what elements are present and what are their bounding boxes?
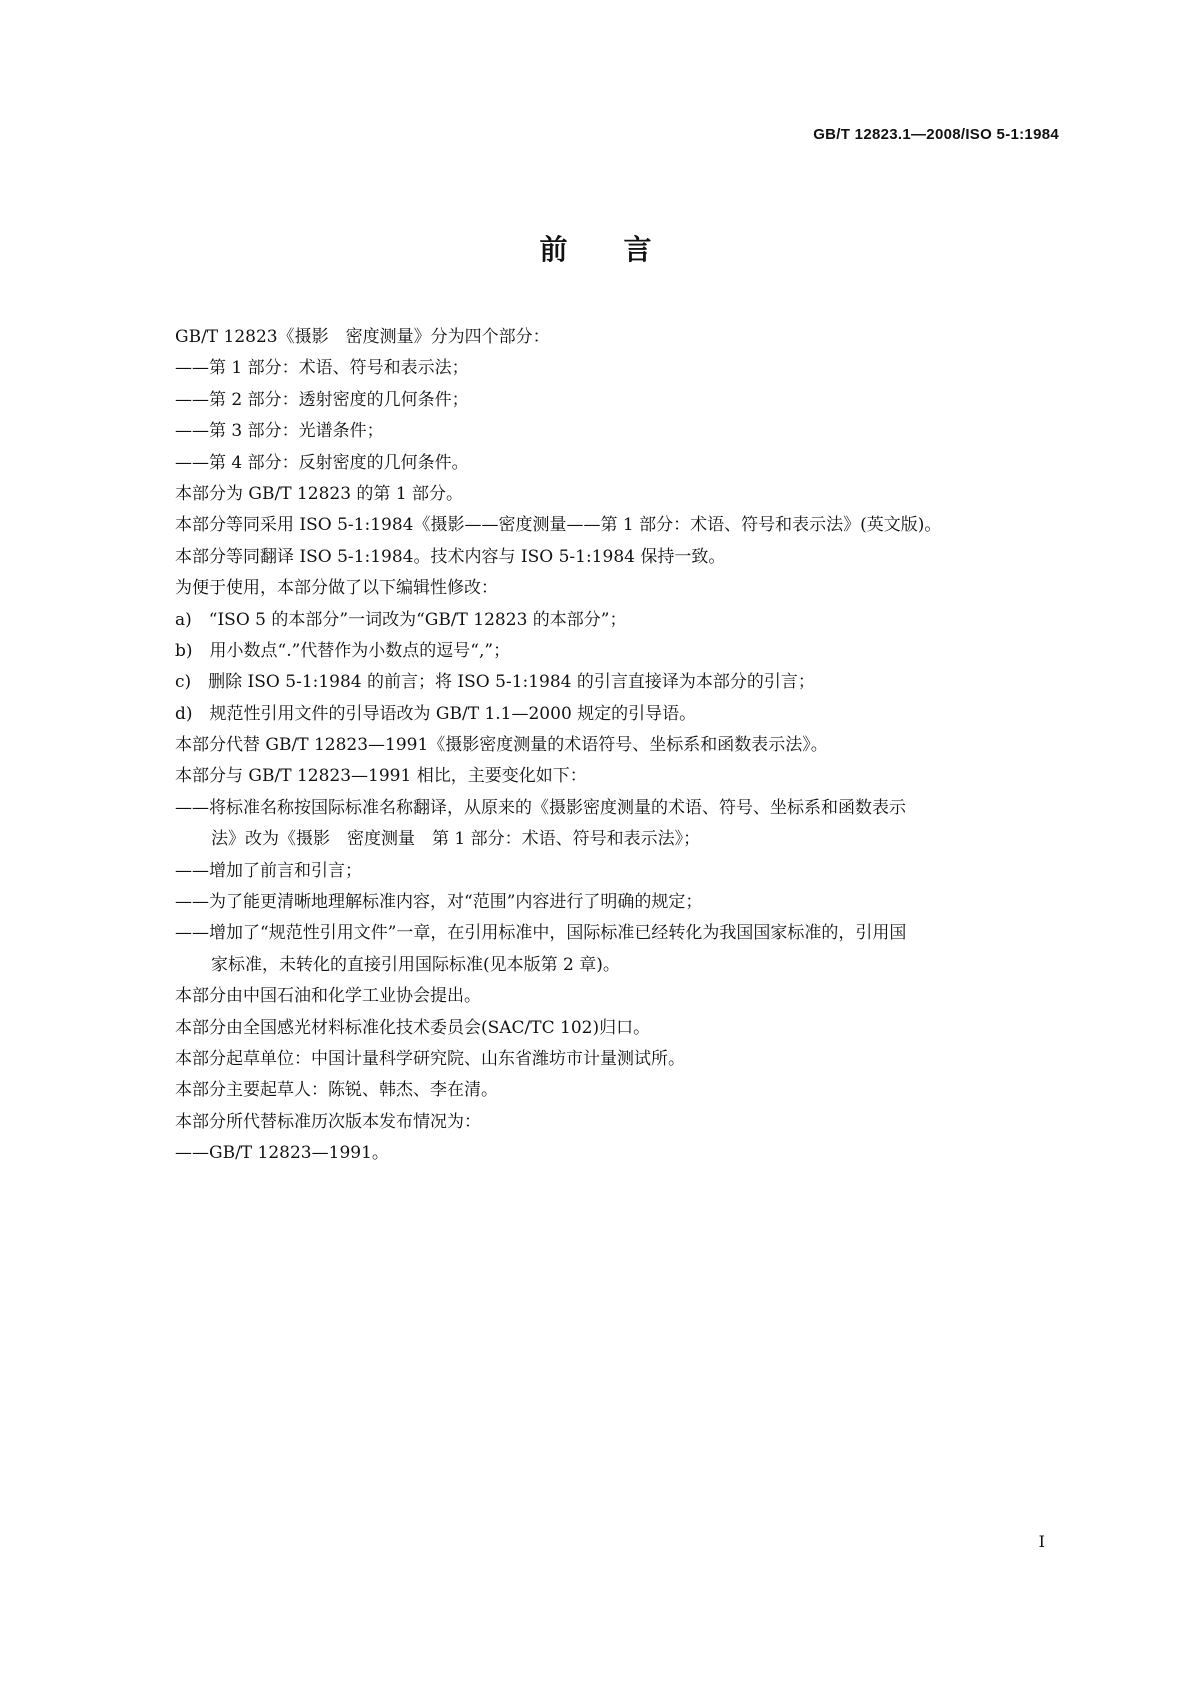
body-line: 本部分为 GB/T 12823 的第 1 部分。 — [175, 483, 464, 504]
body-line: 为便于使用，本部分做了以下编辑性修改： — [175, 578, 498, 599]
body-line: ——第 3 部分：光谱条件； — [175, 421, 384, 442]
body-line: 本部分与 GB/T 12823—1991 相比，主要变化如下： — [175, 766, 587, 787]
body-line: 本部分主要起草人：陈锐、韩杰、李在清。 — [175, 1080, 498, 1101]
body-line: b) 用小数点“.”代替作为小数点的逗号“,”； — [175, 640, 511, 661]
page-title: 前言 — [539, 233, 708, 266]
body-line: ——增加了前言和引言； — [175, 860, 362, 881]
body-line: 本部分所代替标准历次版本发布情况为： — [175, 1111, 481, 1132]
body-line: ——将标准名称按国际标准名称翻译，从原来的《摄影密度测量的术语、符号、坐标系和函数表示 — [175, 797, 906, 818]
body-line: ——增加了“规范性引用文件”一章，在引用标准中，国际标准已经转化为我国国家标准的，引用国 — [175, 923, 907, 944]
body-line: 本部分代替 GB/T 12823—1991《摄影密度测量的术语符号、坐标系和函数表示法》。 — [175, 735, 828, 756]
body-line: ——第 2 部分：透射密度的几何条件； — [175, 389, 469, 410]
body-line: 家标准，未转化的直接引用国际标准(见本版第 2 章)。 — [211, 954, 620, 975]
body-line: 法》改为《摄影 密度测量 第 1 部分：术语、符号和表示法》； — [211, 829, 701, 850]
body-line: ——第 4 部分：反射密度的几何条件。 — [175, 452, 469, 473]
body-line: 本部分由全国感光材料标准化技术委员会(SAC/TC 102)归口。 — [175, 1017, 651, 1038]
body-line: a) “ISO 5 的本部分”一词改为“GB/T 12823 的本部分”； — [175, 609, 627, 630]
body-line: ——第 1 部分：术语、符号和表示法； — [175, 358, 469, 379]
body-line: ——GB/T 12823—1991。 — [175, 1143, 389, 1164]
body-line: ——为了能更清晰地理解标准内容，对“范围”内容进行了明确的规定； — [175, 892, 703, 913]
standard-number-header: GB/T 12823.1—2008/ISO 5-1:1984 — [813, 126, 1059, 143]
foreword-body — [175, 322, 1055, 1170]
body-line: 本部分等同采用 ISO 5-1:1984《摄影——密度测量——第 1 部分：术语、符号和表示法》(英文版)。 — [175, 515, 942, 536]
body-line: c) 删除 ISO 5-1:1984 的前言；将 ISO 5-1:1984 的引言直接译为本部分的引言； — [175, 672, 815, 693]
body-line: 本部分等同翻译 ISO 5-1:1984。技术内容与 ISO 5-1:1984 保持一致。 — [175, 546, 726, 567]
body-line: d) 规范性引用文件的引导语改为 GB/T 1.1—2000 规定的引导语。 — [175, 703, 697, 724]
body-line: 本部分由中国石油和化学工业协会提出。 — [175, 986, 481, 1007]
body-line: 本部分起草单位：中国计量科学研究院、山东省潍坊市计量测试所。 — [175, 1048, 685, 1069]
body-line: GB/T 12823《摄影 密度测量》分为四个部分： — [175, 327, 550, 347]
page-number: I — [1038, 1532, 1045, 1551]
